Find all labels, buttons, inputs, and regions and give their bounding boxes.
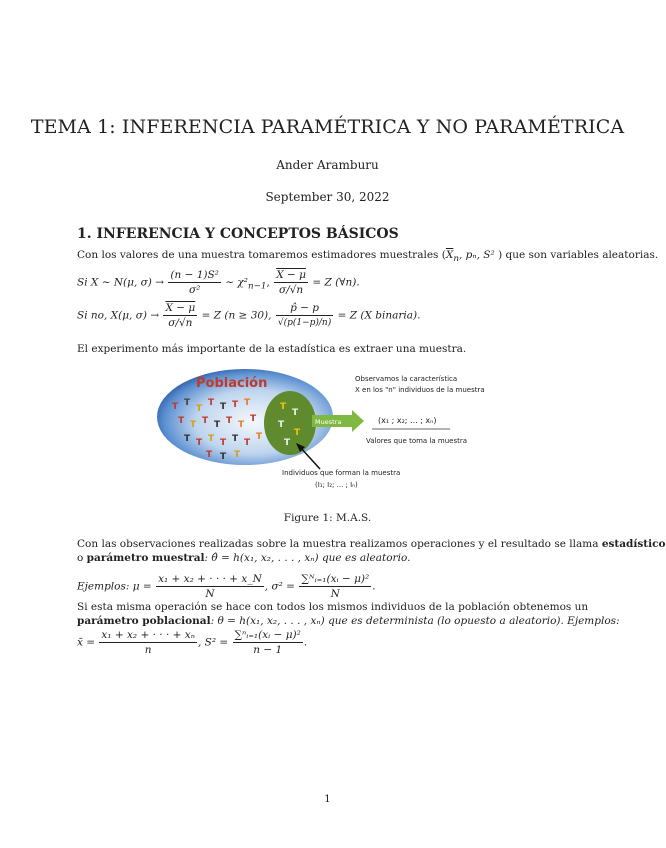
fraction-mean [156,572,264,601]
text-fragment: Con los valores de una muestra tomaremos estimadores muestrales ( [77,249,446,261]
math-fragment: . [303,636,308,649]
fraction-binary [276,301,333,330]
fraction-z-large [163,301,197,330]
svg-text:T: T [208,434,215,444]
text-fragment: Con las observaciones realizadas sobre la muestra realizamos operaciones y el resultado se llama [77,538,599,550]
fraction-numerator: x₁ + x₂ + · · · + x_N [158,573,262,585]
math-subscript: n−1 [247,281,267,292]
text-fragment: ) que son variables aleatorias. [498,249,659,261]
svg-text:T: T [238,420,245,430]
fraction-denominator: n − 1 [253,644,283,656]
paragraph-estimators [77,248,659,266]
svg-text:T: T [220,402,227,412]
individuals-line1: Individuos que forman la muestra [282,469,401,477]
poblacion-label: Población [196,376,268,391]
svg-text:T: T [172,402,179,412]
individuals-line2: (I₁; I₂; ... ; Iₙ) [315,481,358,489]
math-fragment: . [372,580,376,593]
text-fragment: Si esta misma operación se hace con todos los mismos individuos de la población obtenemos un [77,601,589,613]
paragraph-normal-case [77,268,579,297]
fraction-denominator: σ/√n [168,317,193,329]
fraction-z [274,268,308,297]
svg-text:T: T [232,434,239,444]
observe-line2: X en los "n" individuos de la muestra [355,386,485,394]
svg-text:T: T [202,416,209,426]
fraction-variance [299,572,371,601]
svg-text:T: T [244,438,251,448]
fraction-denominator: n [144,644,152,656]
individuals-pointer [300,447,320,469]
sample-tuple: (x₁ ; x₂; ... ; xₙ) [378,416,437,425]
fraction-denominator: σ/√n [278,284,304,296]
estimator-xbar-sub: n [453,254,459,265]
math-fragment: , σ² = [264,580,295,593]
figure-diagram [150,365,500,500]
svg-text:T: T [234,450,241,460]
section-heading: 1. INFERENCIA Y CONCEPTOS BÁSICOS [77,226,399,242]
term-parametro-muestral: parámetro muestral [86,552,205,564]
svg-text:T: T [184,434,191,444]
math-fragment: Si no, X(μ, σ) → [77,309,160,322]
estimator-xbar [445,249,459,265]
svg-text:T: T [208,398,215,408]
fraction-numerator: ∑ⁿᵢ₌₁(xᵢ − μ)² [234,629,301,641]
muestra-arrow-head [352,410,364,432]
page-number: 1 [324,793,331,805]
math-fragment: = Z (n ≥ 30), [201,309,272,322]
math-fragment: , [266,276,270,289]
paragraph-general-case [77,301,579,330]
fraction-sample-mean [99,628,197,657]
fraction-numerator: X − μ [165,302,196,314]
fraction-numerator: p̂ − p [276,301,333,316]
svg-text:T: T [292,408,299,418]
svg-text:T: T [220,438,227,448]
fraction-sample-variance [233,628,303,657]
math-fragment: : θ̂ = h(x₁, x₂, . . . , xₙ) que es aleatorio. [204,552,411,564]
math-fragment: : θ = h(x₁, x₂, . . . , xₙ) que es determinista (lo opuesto a aleatorio). Ejemplos: [210,615,620,627]
figure-caption: Figure 1: M.A.S. [283,512,372,524]
fraction-numerator: X − μ [276,269,306,281]
svg-text:T: T [196,404,203,414]
muestra-label: Muestra [315,418,342,426]
svg-text:T: T [220,452,227,462]
document-title: TEMA 1: INFERENCIA PARAMÉTRICA Y NO PARAMÉTRICA [30,116,625,138]
svg-text:T: T [196,438,203,448]
svg-text:T: T [214,420,221,430]
math-fragment: ∼ χ² [225,276,248,289]
math-fragment: Si X ∼ N(μ, σ) → [77,276,165,289]
term-parametro-poblacional: parámetro poblacional [77,615,211,627]
svg-text:T: T [244,398,251,408]
math-fragment: , S² = [197,636,229,649]
svg-text:T: T [178,416,185,426]
math-fragment: Ejemplos: μ = [77,580,152,593]
svg-text:T: T [232,400,239,410]
date: September 30, 2022 [265,190,390,204]
svg-text:T: T [280,402,287,412]
svg-text:T: T [250,414,257,424]
svg-text:T: T [294,428,301,438]
svg-text:T: T [284,438,291,448]
math-fragment: = Z (X binaria). [337,309,421,322]
svg-text:T: T [184,398,191,408]
observe-line1: Observamos la característica [355,375,458,383]
paragraph-experiment: El experimento más importante de la estadística es extraer una muestra. [77,343,467,355]
fraction-denominator: √(p(1−p)/n) [277,318,332,328]
svg-text:T: T [278,420,285,430]
fraction-numerator: x₁ + x₂ + · · · + xₙ [101,629,195,641]
math-fragment: x̄ = [77,636,96,649]
estimator-rest: , pₙ, S² [458,249,495,261]
svg-text:T: T [226,416,233,426]
svg-text:T: T [190,420,197,430]
values-label: Valores que toma la muestra [366,437,468,445]
paragraph-parametro-poblacional [77,600,620,657]
svg-text:T: T [256,432,263,442]
author: Ander Aramburu [276,158,379,172]
figure-mas [150,365,500,500]
fraction-denominator: N [330,588,340,600]
paragraph-ejemplos [77,572,579,601]
fraction-numerator: (n − 1)S² [170,269,219,281]
term-estadistico: estadístico [601,538,666,550]
svg-text:T: T [206,450,213,460]
estimator-xbar-symbol: $\overline{X}$ [445,249,454,261]
fraction-denominator: N [205,588,215,600]
paragraph-estadistico [77,537,666,565]
text-fragment: o [77,552,84,564]
fraction-chi [168,268,221,297]
fraction-denominator: σ² [188,284,201,296]
fraction-numerator: ∑ᴺᵢ₌₁(xᵢ − μ)² [301,573,370,585]
math-fragment: = Z (∀n). [312,276,360,289]
